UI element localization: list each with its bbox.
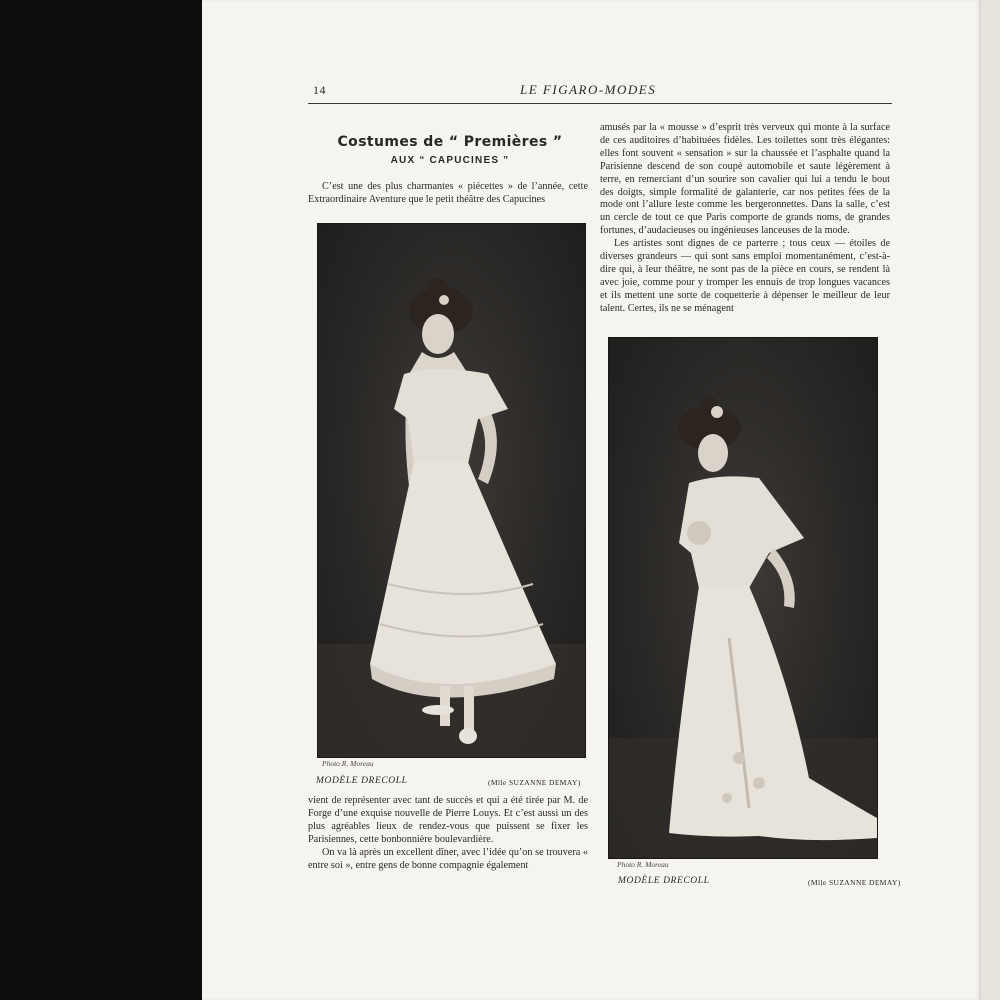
article-subtitle: AUX “ CAPUCINES ”: [390, 155, 510, 166]
paragraph: On va là après un excellent dîner, avec l’idée qu’on se trouvera « entre soi », entre gens de bonne compagnie également: [308, 846, 588, 871]
photo-caption-model: MODÈLE DRECOLL: [618, 876, 710, 886]
photo-credit: Photo R. Moreau: [322, 759, 374, 768]
page-edge: [980, 0, 1000, 1000]
article-text-left-top: [308, 181, 588, 207]
page-number: 14: [313, 83, 326, 97]
photo-illustration: [609, 338, 877, 858]
publication-title: LE FIGARO-MODES: [520, 82, 657, 97]
photo-illustration: [318, 224, 585, 757]
photo-caption-name: (Mlle SUZANNE DEMAY): [808, 878, 901, 887]
black-background-band: [0, 0, 202, 1000]
photo-credit: Photo R. Moreau: [617, 860, 669, 869]
paragraph: C’est une des plus charmantes « piécettes » de l’année, cette Extraordinaire Aventure que le petit théâtre des Capucines: [308, 181, 588, 205]
woman-in-lace-dress-photo: [317, 223, 586, 758]
photo-caption-name: (Mlle SUZANNE DEMAY): [488, 778, 581, 787]
paragraph: Les artistes sont dignes de ce parterre ; tous ceux — étoiles de diverses grandeurs — qui sont sans emploi momentanément, c’est-à-dire qui, à leur théâtre, ne sont pas de la pièce en cours, se rendent là avec joie, comme pour y tromper les ennuis de trop longues vacances et ils mettent une sorte de coquetterie à dépenser le meilleur de leur talent. Certes, ils ne se ménagent: [600, 238, 890, 314]
article-text-right: [600, 122, 890, 316]
article-text-left-bottom: [308, 795, 588, 872]
woman-in-gown-photo: [608, 337, 878, 859]
photo-caption-model: MODÈLE DRECOLL: [316, 776, 408, 786]
header-rule: [308, 103, 892, 104]
paragraph: vient de représenter avec tant de succès et qui a été tirée par M. de Forge d’une exquise nouvelle de Pierre Louys. Et c’est aussi un des plus agréables lieux de rendez-vous que puissent se fixer les Parisiennes, cette bonbonnière boulevardière.: [308, 795, 588, 845]
paragraph: amusés par la « mousse » d’esprit très verveux qui monte à la surface de ces auditoires d’habituées fidèles. Les toilettes sont très élégantes: elles font souvent « sensation » sur la chaussée et l’asphalte quand la Parisienne descend de son coupé automobile et saute légèrement à terre, en remerciant d’un sourire son cavalier qui lui a tendu le bout des doigts, simple formalité de galanterie, car nos petites fées de la mode ont l’allure leste comme les bergeronnettes. Dans la salle, c’est un cercle de tout ce que Paris comporte de grands noms, de grandes fortunes, d’audacieuses ou ingénieuses lanceuses de la mode.: [600, 122, 890, 237]
article-title: Costumes de “ Premières ”: [337, 134, 563, 150]
